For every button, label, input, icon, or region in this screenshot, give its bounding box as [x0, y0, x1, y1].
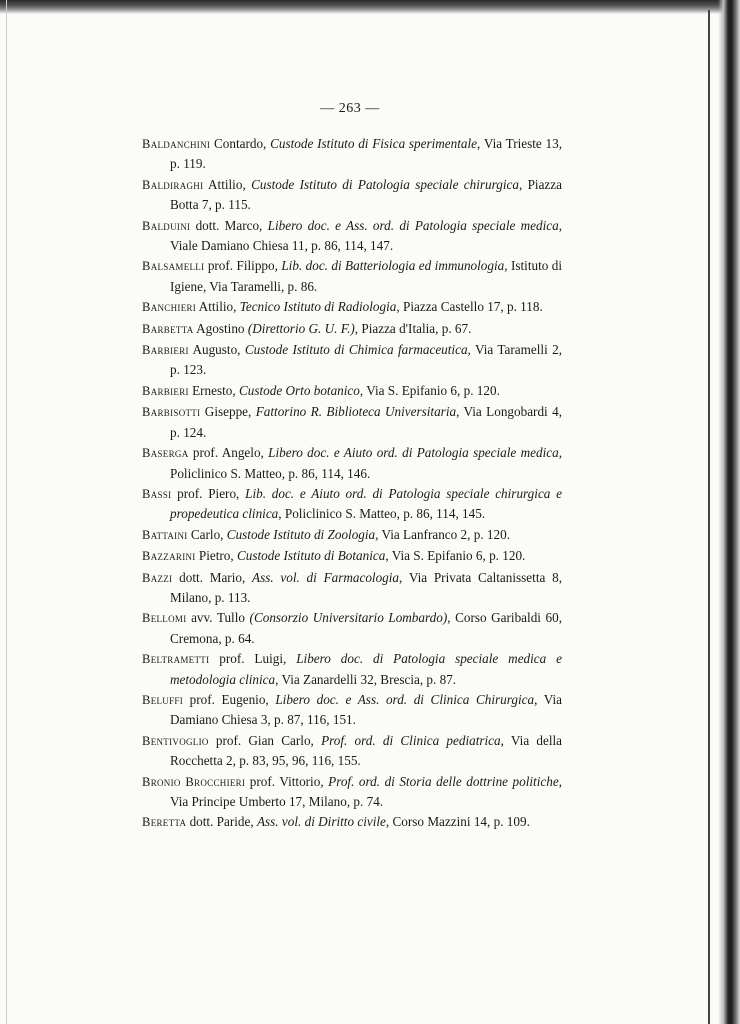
scan-top-edge [0, 0, 740, 14]
entry-name: prof. Eugenio, [183, 691, 276, 707]
entry-address: , Policlinico S. Matteo, p. 86, 114, 145. [278, 506, 486, 522]
entry-address: , Via della Rocchetta 2, p. 83, 95, 96, 116, 155. [170, 732, 563, 769]
entry-name: avv. Tullo [186, 610, 250, 626]
entry-address: , Piazza Castello 17, p. 118. [396, 299, 543, 315]
entry-address: , Via Principe Umberto 17, Milano, p. 74. [170, 773, 562, 809]
entry-surname: Bazzarini [142, 549, 196, 564]
entry-surname: Bentivoglio [142, 733, 209, 748]
directory-entry [142, 484, 562, 524]
entry-surname: Beluffi [142, 692, 184, 707]
entry-name: Ernesto, [188, 382, 239, 398]
directory-entry [142, 525, 562, 545]
entry-name: dott. Marco, [190, 217, 268, 233]
entry-role: Lib. doc. di Batteriologia ed immunologia [281, 258, 505, 274]
directory-entry [142, 216, 562, 256]
entry-surname: Baldiraghi [142, 177, 204, 192]
directory-entry [142, 402, 562, 442]
entry-surname: Bassi [142, 486, 172, 501]
directory-entry [142, 649, 562, 689]
entry-surname: Barbetta [142, 321, 194, 336]
scan-left-margin [6, 0, 7, 1024]
entry-surname: Barbieri [142, 343, 189, 358]
entry-surname: Barbieri [142, 383, 189, 398]
entry-name: Attilio, [196, 299, 240, 315]
entry-role: Libero doc. di Patologia speciale medica e metodologia clinica [170, 651, 563, 687]
page-number: — 263 — [320, 101, 380, 116]
entry-address: , Via Zanardelli 32, Brescia, p. 87. [275, 671, 457, 687]
entry-name: prof. Luigi, [209, 651, 297, 667]
entry-role: Prof. ord. di Clinica pediatrica [321, 732, 501, 748]
directory-entry [142, 175, 562, 215]
entry-name: prof. Gian Carlo, [208, 732, 322, 748]
entry-address: , Viale Damiano Chiesa 11, p. 86, 114, 147. [170, 217, 562, 254]
entry-surname: Beretta [142, 815, 187, 830]
entry-name: dott. Paride, [186, 814, 257, 830]
entry-name: Pietro, [195, 548, 237, 564]
entry-surname: Beltrametti [142, 652, 210, 667]
directory-entry [142, 443, 562, 483]
entry-surname: Banchieri [142, 300, 197, 315]
entry-address: , Via S. Epifanio 6, p. 120. [359, 382, 500, 398]
directory-entry [142, 546, 562, 566]
entry-address: , Via S. Epifanio 6, p. 120. [385, 548, 526, 564]
entry-name: Contardo, [210, 136, 271, 151]
entry-role: Custode Istituto di Fisica sperimentale [270, 136, 478, 151]
entry-name: dott. Mario, [172, 569, 253, 585]
entry-address: , Via Trieste 13, p. 119. [170, 136, 563, 172]
entry-name: prof. Piero, [171, 485, 246, 501]
entry-address: , Via Damiano Chiesa 3, p. 87, 116, 151. [170, 691, 562, 728]
entry-surname: Battaini [142, 527, 188, 542]
entry-role: Libero doc. e Aiuto ord. di Patologia speciale medica [268, 445, 559, 461]
directory-entry [142, 608, 562, 648]
entry-role: Libero doc. e Ass. ord. di Patologia speciale medica [267, 217, 559, 233]
entry-surname: Baserga [142, 446, 189, 461]
entry-surname: Bazzi [142, 570, 173, 585]
directory-entries [142, 134, 562, 834]
entry-surname: Baldanchini [142, 137, 211, 151]
entry-address: , Policlinico S. Matteo, p. 86, 114, 146. [170, 445, 562, 481]
directory-entry [142, 340, 562, 380]
entry-name: prof. Filippo, [204, 258, 282, 274]
entry-name: Giseppe, [200, 404, 256, 420]
entry-role: Lib. doc. e Aiuto ord. di Patologia speciale chirurgica e propedeutica clinica [170, 485, 562, 522]
entry-role: Prof. ord. di Storia delle dottrine politiche [328, 773, 559, 789]
entry-surname: Balsamelli [142, 259, 205, 274]
entry-role: Ass. vol. di Diritto civile [256, 814, 386, 830]
entry-address: , Istituto di Igiene, Via Taramelli, p. 86. [170, 258, 563, 294]
entry-role: Fattorino R. Biblioteca Universitaria [255, 404, 457, 420]
entry-name: Augusto, [188, 342, 245, 358]
entry-surname: Balduini [142, 218, 191, 233]
entry-name: prof. Vittorio, [245, 773, 329, 789]
entry-name: Attilio, [203, 176, 252, 192]
entry-role: Custode Orto botanico [239, 382, 360, 398]
entry-address: , Piazza d'Italia, p. 67. [354, 320, 472, 336]
entry-role: Custode Istituto di Chimica farmaceutica [244, 342, 468, 358]
entry-address: , Via Lanfranco 2, p. 120. [375, 526, 510, 542]
entry-role: (Direttorio G. U. F.) [247, 320, 355, 336]
directory-entry [142, 134, 562, 174]
directory-entry [142, 568, 562, 608]
entry-address: , Via Taramelli 2, p. 123. [170, 342, 563, 378]
entry-role: Custode Istituto di Patologia speciale chirurgica [251, 176, 519, 192]
entry-address: , Piazza Botta 7, p. 115. [170, 176, 562, 213]
directory-entry [142, 772, 562, 812]
entry-role: Custode Istituto di Zoologia [226, 526, 376, 542]
entry-role: Libero doc. e Ass. ord. di Clinica Chirurgica [275, 691, 535, 707]
directory-entry [142, 690, 562, 730]
entry-name: Agostino [193, 320, 248, 336]
entry-name: Carlo, [187, 526, 227, 542]
entry-role: Custode Istituto di Botanica [237, 548, 386, 564]
entry-role: Tecnico Istituto di Radiologia [239, 299, 397, 315]
entry-surname: Bronio Brocchieri [142, 774, 246, 789]
directory-entry [142, 319, 562, 339]
entry-address: , Corso Garibaldi 60, Cremona, p. 64. [170, 610, 562, 646]
directory-entry [142, 381, 562, 401]
entry-name: prof. Angelo, [188, 445, 269, 461]
entry-role: (Consorzio Universitario Lombardo) [249, 610, 448, 626]
scan-right-edge [718, 0, 740, 1024]
entry-role: Ass. vol. di Farmacologia [252, 569, 400, 585]
entry-surname: Bellomi [142, 611, 187, 626]
entry-surname: Barbisotti [142, 405, 201, 420]
directory-entry [142, 297, 562, 317]
entry-address: , Via Longobardi 4, p. 124. [170, 404, 562, 440]
directory-entry [142, 812, 562, 832]
entry-address: , Corso Mazzini 14, p. 109. [385, 814, 530, 830]
entry-address: , Via Privata Caltanissetta 8, Milano, p. 113. [170, 569, 562, 605]
directory-entry [142, 731, 562, 771]
directory-entry [142, 256, 562, 296]
scan-right-rule [708, 10, 710, 1024]
